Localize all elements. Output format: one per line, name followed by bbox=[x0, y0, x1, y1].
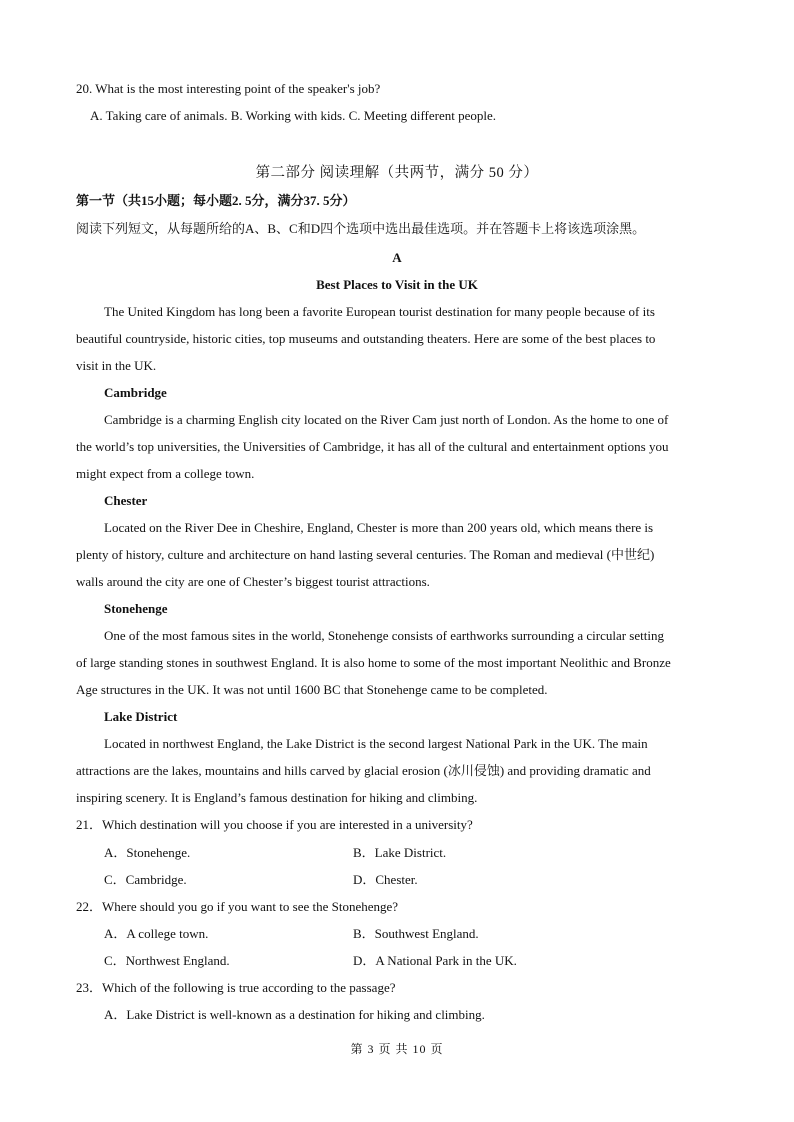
question-23-option-a: A．Lake District is well-known as a destination for hiking and climbing. bbox=[104, 1007, 485, 1022]
page-footer: 第 3 页 共 10 页 bbox=[350, 1042, 444, 1056]
question-22-option-d: D．A National Park in the UK. bbox=[353, 953, 517, 968]
paragraph-line: walls around the city are one of Chester’s biggest tourist attractions. bbox=[76, 574, 430, 589]
question-23-stem: 23．Which of the following is true according to the passage? bbox=[76, 980, 396, 995]
paragraph-line: inspiring scenery. It is England’s famous destination for hiking and climbing. bbox=[76, 790, 478, 805]
question-20-stem: 20. What is the most interesting point of the speaker's job? bbox=[76, 81, 381, 96]
paragraph-line: attractions are the lakes, mountains and hills carved by glacial erosion (冰川侵蚀) and providing dramatic and bbox=[76, 763, 651, 778]
question-21-stem: 21．Which destination will you choose if you are interested in a university? bbox=[76, 817, 473, 832]
question-21-option-c: C．Cambridge. bbox=[104, 872, 187, 887]
question-22-option-b: B．Southwest England. bbox=[353, 926, 479, 941]
question-22-stem: 22．Where should you go if you want to see the Stonehenge? bbox=[76, 899, 399, 914]
paragraph-line: might expect from a college town. bbox=[76, 466, 255, 481]
paragraph-line: plenty of history, culture and architecture on hand lasting several centuries. The Roman and medieval (中世纪) bbox=[76, 547, 655, 562]
intro-line: beautiful countryside, historic cities, top museums and outstanding theaters. Here are some of the best places to bbox=[76, 331, 656, 346]
paragraph-line: One of the most famous sites in the world, Stonehenge consists of earthworks surrounding a circular setting bbox=[104, 628, 664, 643]
instructions: 阅读下列短文，从每题所给的A、B、C和D四个选项中选出最佳选项。并在答题卡上将该选项涂黑。 bbox=[76, 221, 646, 236]
paragraph-line: the world’s top universities, the Universities of Cambridge, it has all of the cultural and entertainment options you bbox=[76, 439, 669, 454]
passage-title: Best Places to Visit in the UK bbox=[316, 277, 478, 292]
passage-letter: A bbox=[392, 250, 402, 265]
section-heading: 第一节（共15小题；每小题2. 5分，满分37. 5分） bbox=[76, 193, 356, 208]
place-heading-stonehenge: Stonehenge bbox=[104, 601, 168, 616]
paragraph-line: Cambridge is a charming English city located on the River Cam just north of London. As the home to one of bbox=[104, 412, 669, 427]
question-22-option-a: A．A college town. bbox=[104, 926, 209, 941]
question-21-option-a: A．Stonehenge. bbox=[104, 845, 191, 860]
question-22-option-c: C．Northwest England. bbox=[104, 953, 230, 968]
part-title: 第二部分 阅读理解（共两节，满分 50 分） bbox=[255, 165, 539, 181]
question-21-option-b: B．Lake District. bbox=[353, 845, 447, 860]
paragraph-line: of large standing stones in southwest England. It is also home to some of the most important Neolithic and Bronze bbox=[76, 655, 671, 670]
place-heading-cambridge: Cambridge bbox=[104, 385, 167, 400]
intro-line: The United Kingdom has long been a favorite European tourist destination for many people because of its bbox=[104, 304, 655, 319]
paragraph-line: Located in northwest England, the Lake District is the second largest National Park in the UK. The main bbox=[104, 736, 648, 751]
question-20-options: A. Taking care of animals. B. Working with kids. C. Meeting different people. bbox=[90, 108, 497, 123]
place-heading-chester: Chester bbox=[104, 493, 148, 508]
place-heading-lake-district: Lake District bbox=[104, 709, 178, 724]
paragraph-line: Located on the River Dee in Cheshire, England, Chester is more than 200 years old, which means there is bbox=[104, 520, 654, 535]
paragraph-line: Age structures in the UK. It was not until 1600 BC that Stonehenge came to be completed. bbox=[76, 682, 548, 697]
intro-line: visit in the UK. bbox=[76, 358, 157, 373]
question-21-option-d: D．Chester. bbox=[353, 872, 418, 887]
